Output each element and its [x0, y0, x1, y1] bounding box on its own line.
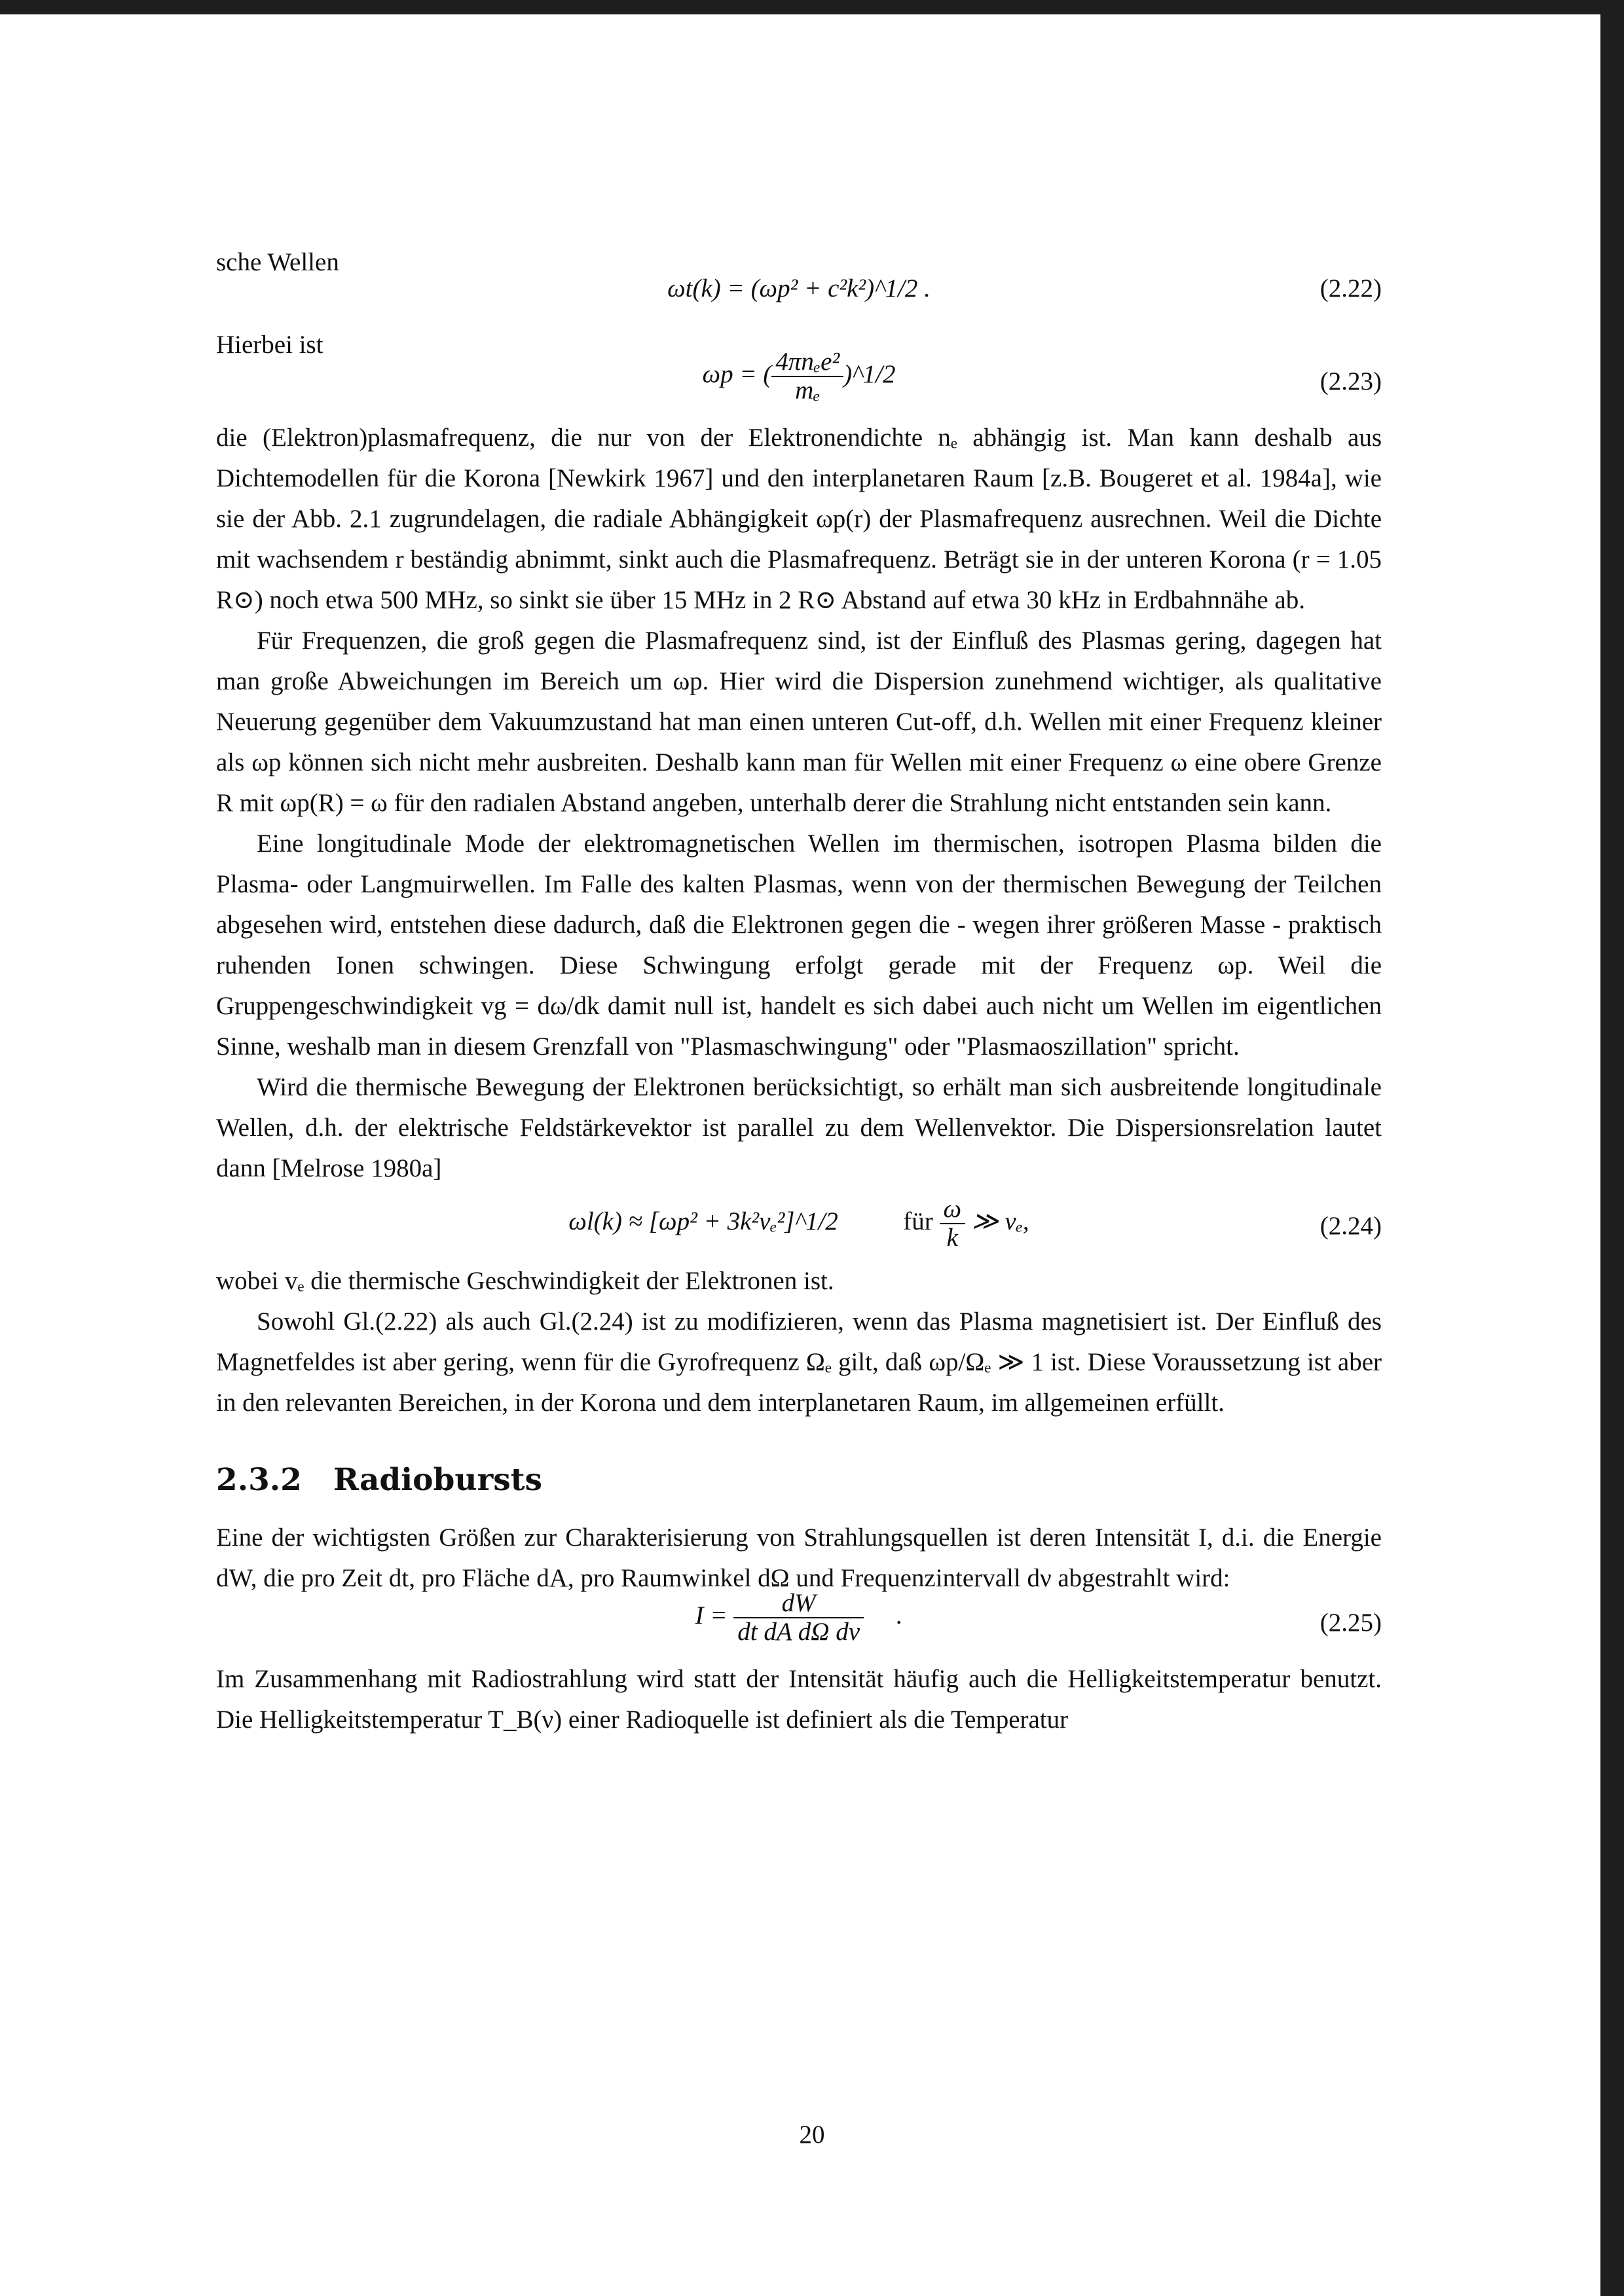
denominator: dt dA dΩ dν	[737, 1618, 860, 1646]
paragraph-8: Im Zusammenhang mit Radiostrahlung wird statt der Intensität häufig auch die Helligkeitstemperatur benutzt. Die Helligkeitstemperatur T_B(ν) einer Radioquelle ist definiert als die Temperatur	[216, 1665, 1382, 1734]
equation-formula	[216, 348, 1382, 405]
page-number: 20	[799, 2121, 825, 2149]
section-number: 2.3.2	[216, 1462, 302, 1498]
equation-number: (2.24)	[1320, 1212, 1382, 1240]
hierbei-text: Hierbei ist	[216, 331, 323, 359]
equation-formula: ωt(k) = (ωp² + c²k²)^1/2 .	[667, 274, 931, 302]
equation-number: (2.23)	[1320, 367, 1382, 395]
eq-cond-pre: für	[903, 1207, 933, 1235]
paragraph-6: Sowohl Gl.(2.22) als auch Gl.(2.24) ist zu modifizieren, wenn das Plasma magnetisiert ist. Der Einfluß des Magnetfeldes ist aber gering, wenn für die Gyrofrequenz Ωₑ gilt, daß ωp/Ωₑ ≫ 1 ist. Diese Voraussetzung ist aber in den relevanten Bereichen, in der Korona und dem interplanetaren Raum, im allgemeinen erfüllt.	[216, 1307, 1382, 1417]
scan-border-right	[1600, 0, 1624, 2296]
fraction	[940, 1195, 966, 1252]
page-body	[216, 242, 1382, 1740]
numerator: dW	[733, 1590, 864, 1618]
equation-2-23	[216, 346, 1382, 418]
equation-formula	[216, 1590, 1382, 1646]
eq-post: .	[896, 1601, 903, 1630]
paragraph-2: Für Frequenzen, die groß gegen die Plasmafrequenz sind, ist der Einfluß des Plasmas gering, dagegen hat man große Abweichungen im Bereich um ωp. Hier wird die Dispersion zunehmend wichtiger, als qualitative Neuerung gegenüber dem Vakuumzustand hat man einen unteren Cut-off, d.h. Wellen mit einer Frequenz kleiner als ωp können sich nicht mehr ausbreiten. Deshalb kann man für Wellen mit einer Frequenz ω eine obere Grenze R mit ωp(R) = ω für den radialen Abstand angeben, unterhalb derer die Strahlung nicht entstanden sein kann.	[216, 627, 1382, 817]
equation-2-25	[216, 1587, 1382, 1659]
paragraph-7: Eine der wichtigsten Größen zur Charakterisierung von Strahlungsquellen ist deren Intensität I, d.i. die Energie dW, die pro Zeit dt, pro Fläche dA, pro Raumwinkel dΩ und Frequenzintervall dν abgestrahlt wird:	[216, 1523, 1382, 1592]
paragraph-5: wobei vₑ die thermische Geschwindigkeit der Elektronen ist.	[216, 1267, 834, 1295]
eq-rhs: )^1/2	[843, 359, 896, 388]
scan-border-top	[0, 0, 1624, 14]
equation-formula	[216, 1195, 1382, 1252]
denominator: k	[946, 1224, 958, 1252]
lead-in-text: sche Wellen	[216, 248, 339, 276]
fraction	[733, 1590, 864, 1646]
section-title: Radiobursts	[333, 1462, 542, 1498]
paragraph-4: Wird die thermische Bewegung der Elektronen berücksichtigt, so erhält man sich ausbreitende longitudinale Wellen, d.h. der elektrische Feldstärkevektor ist parallel zu dem Wellenvektor. Die Dispersionsrelation lautet dann [Melrose 1980a]	[216, 1073, 1382, 1182]
equation-number: (2.22)	[1320, 274, 1382, 302]
numerator: ω	[940, 1195, 966, 1224]
equation-2-24	[216, 1189, 1382, 1261]
numerator: 4πnₑe²	[771, 348, 843, 377]
paragraph-1: die (Elektron)plasmafrequenz, die nur von der Elektronendichte nₑ abhängig ist. Man kann deshalb aus Dichtemodellen für die Korona [Newkirk 1967] und den interplanetaren Raum [z.B. Bougeret et al. 1984a], wie sie der Abb. 2.1 zugrundelagen, die radiale Abhängigkeit ωp(r) der Plasmafrequenz ausrechnen. Weil die Dichte mit wachsendem r beständig abnimmt, sinkt auch die Plasmafrequenz. Beträgt sie in der unteren Korona (r = 1.05 R⊙) noch etwa 500 MHz, so sinkt sie über 15 MHz in 2 R⊙ Abstand auf etwa 30 kHz in Erdbahnnähe ab.	[216, 424, 1382, 614]
eq-lhs: I =	[695, 1601, 728, 1630]
equation-number: (2.25)	[1320, 1609, 1382, 1637]
denominator: mₑ	[795, 376, 821, 405]
equation-2-22	[216, 268, 1382, 309]
eq-lhs: ωp = (	[702, 359, 772, 388]
paragraph-3: Eine longitudinale Mode der elektromagnetischen Wellen im thermischen, isotropen Plasma bilden die Plasma- oder Langmuirwellen. Im Falle des kalten Plasmas, wenn von der thermischen Bewegung der Teilchen abgesehen wird, entstehen diese dadurch, daß die Elektronen gegen die - wegen ihrer größeren Masse - praktisch ruhenden Ionen schwingen. Diese Schwingung erfolgt gerade mit der Frequenz ωp. Weil die Gruppengeschwindigkeit vg = dω/dk damit null ist, handelt es sich dabei auch nicht um Wellen im eigentlichen Sinne, weshalb man in diesem Grenzfall von "Plasmaschwingung" oder "Plasmaoszillation" spricht.	[216, 829, 1382, 1061]
eq-main: ωl(k) ≈ [ωp² + 3k²vₑ²]^1/2	[568, 1207, 838, 1235]
eq-cond-post: ≫ vₑ,	[971, 1207, 1029, 1235]
fraction	[771, 348, 843, 405]
section-heading	[216, 1460, 1382, 1501]
